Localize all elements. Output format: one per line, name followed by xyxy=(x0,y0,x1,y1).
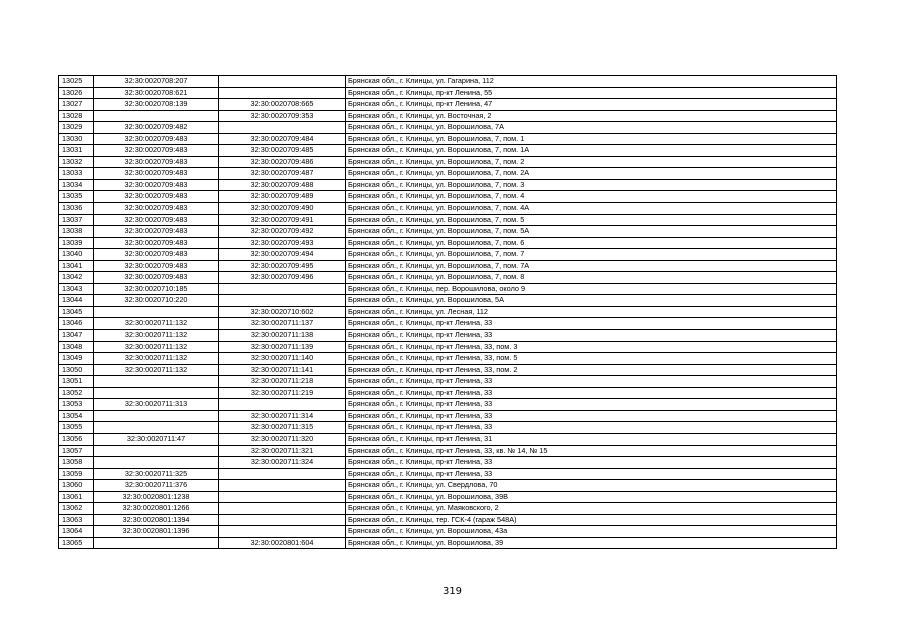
record-number-cell: 13055 xyxy=(59,422,94,434)
object-cadastral-number-cell: 32:30:0020709:353 xyxy=(219,110,346,122)
table-row xyxy=(59,272,837,284)
cadastral-number-cell: 32:30:0020709:483 xyxy=(94,179,219,191)
record-number-cell: 13032 xyxy=(59,156,94,168)
record-number-cell: 13026 xyxy=(59,87,94,99)
record-number-cell: 13038 xyxy=(59,226,94,238)
address-cell: Брянская обл., г. Клинцы, пр-кт Ленина, 33 xyxy=(346,410,837,422)
cadastral-number-cell: 32:30:0020709:483 xyxy=(94,214,219,226)
table-row xyxy=(59,306,837,318)
record-number-cell: 13041 xyxy=(59,260,94,272)
cadastral-number-cell: 32:30:0020709:483 xyxy=(94,249,219,261)
table-row xyxy=(59,145,837,157)
cadastral-number-cell: 32:30:0020801:1396 xyxy=(94,526,219,538)
address-cell: Брянская обл., г. Клинцы, пр-кт Ленина, 55 xyxy=(346,87,837,99)
record-number-cell: 13062 xyxy=(59,503,94,515)
cadastral-number-cell: 32:30:0020708:621 xyxy=(94,87,219,99)
record-number-cell: 13056 xyxy=(59,433,94,445)
cadastral-number-cell: 32:30:0020711:132 xyxy=(94,318,219,330)
record-number-cell: 13047 xyxy=(59,330,94,342)
record-number-cell: 13035 xyxy=(59,191,94,203)
record-number-cell: 13043 xyxy=(59,283,94,295)
cadastral-number-cell xyxy=(94,537,219,549)
record-number-cell: 13045 xyxy=(59,306,94,318)
table-row xyxy=(59,226,837,238)
object-cadastral-number-cell: 32:30:0020801:604 xyxy=(219,537,346,549)
address-cell: Брянская обл., г. Клинцы, ул. Ворошилова, 7, пом. 4А xyxy=(346,203,837,215)
object-cadastral-number-cell xyxy=(219,122,346,134)
record-number-cell: 13039 xyxy=(59,237,94,249)
table-row xyxy=(59,537,837,549)
address-cell: Брянская обл., г. Клинцы, пр-кт Ленина, 33, пом. 3 xyxy=(346,341,837,353)
table-row xyxy=(59,237,837,249)
record-number-cell: 13025 xyxy=(59,76,94,88)
table-row xyxy=(59,410,837,422)
table-row xyxy=(59,526,837,538)
object-cadastral-number-cell: 32:30:0020709:494 xyxy=(219,249,346,261)
record-number-cell: 13053 xyxy=(59,399,94,411)
object-cadastral-number-cell xyxy=(219,87,346,99)
table-row xyxy=(59,99,837,111)
address-cell: Брянская обл., г. Клинцы, ул. Ворошилова, 39 xyxy=(346,537,837,549)
address-cell: Брянская обл., г. Клинцы, ул. Ворошилова, 7А xyxy=(346,122,837,134)
object-cadastral-number-cell: 32:30:0020709:486 xyxy=(219,156,346,168)
object-cadastral-number-cell: 32:30:0020711:140 xyxy=(219,353,346,365)
cadastral-number-cell xyxy=(94,410,219,422)
address-cell: Брянская обл., г. Клинцы, пр-кт Ленина, 33 xyxy=(346,318,837,330)
cadastral-number-cell: 32:30:0020801:1238 xyxy=(94,491,219,503)
registry-table-body xyxy=(59,76,837,549)
record-number-cell: 13050 xyxy=(59,364,94,376)
record-number-cell: 13046 xyxy=(59,318,94,330)
cadastral-number-cell: 32:30:0020709:483 xyxy=(94,133,219,145)
table-row xyxy=(59,468,837,480)
table-row xyxy=(59,503,837,515)
record-number-cell: 13058 xyxy=(59,457,94,469)
cadastral-number-cell: 32:30:0020709:483 xyxy=(94,156,219,168)
object-cadastral-number-cell: 32:30:0020709:496 xyxy=(219,272,346,284)
object-cadastral-number-cell xyxy=(219,399,346,411)
object-cadastral-number-cell: 32:30:0020711:138 xyxy=(219,330,346,342)
cadastral-number-cell: 32:30:0020710:220 xyxy=(94,295,219,307)
cadastral-number-cell xyxy=(94,110,219,122)
cadastral-number-cell: 32:30:0020708:207 xyxy=(94,76,219,88)
address-cell: Брянская обл., г. Клинцы, пр-кт Ленина, 33 xyxy=(346,387,837,399)
record-number-cell: 13034 xyxy=(59,179,94,191)
address-cell: Брянская обл., г. Клинцы, пр-кт Ленина, 33, кв. № 14, № 15 xyxy=(346,445,837,457)
record-number-cell: 13060 xyxy=(59,480,94,492)
cadastral-number-cell: 32:30:0020711:325 xyxy=(94,468,219,480)
record-number-cell: 13036 xyxy=(59,203,94,215)
address-cell: Брянская обл., г. Клинцы, ул. Ворошилова, 7, пом. 5 xyxy=(346,214,837,226)
address-cell: Брянская обл., г. Клинцы, ул. Ворошилова, 7, пом. 2А xyxy=(346,168,837,180)
cadastral-number-cell: 32:30:0020711:313 xyxy=(94,399,219,411)
address-cell: Брянская обл., г. Клинцы, ул. Ворошилова, 7, пом. 8 xyxy=(346,272,837,284)
record-number-cell: 13028 xyxy=(59,110,94,122)
cadastral-number-cell: 32:30:0020801:1394 xyxy=(94,514,219,526)
object-cadastral-number-cell xyxy=(219,514,346,526)
table-row xyxy=(59,457,837,469)
address-cell: Брянская обл., г. Клинцы, ул. Лесная, 112 xyxy=(346,306,837,318)
page-number: 319 xyxy=(442,586,463,597)
cadastral-number-cell: 32:30:0020709:483 xyxy=(94,203,219,215)
cadastral-number-cell xyxy=(94,376,219,388)
object-cadastral-number-cell: 32:30:0020711:219 xyxy=(219,387,346,399)
address-cell: Брянская обл., г. Клинцы, пр-кт Ленина, 31 xyxy=(346,433,837,445)
table-row xyxy=(59,330,837,342)
object-cadastral-number-cell xyxy=(219,526,346,538)
object-cadastral-number-cell: 32:30:0020708:665 xyxy=(219,99,346,111)
object-cadastral-number-cell xyxy=(219,480,346,492)
object-cadastral-number-cell: 32:30:0020711:315 xyxy=(219,422,346,434)
object-cadastral-number-cell xyxy=(219,283,346,295)
cadastral-number-cell: 32:30:0020710:185 xyxy=(94,283,219,295)
address-cell: Брянская обл., г. Клинцы, пр-кт Ленина, 47 xyxy=(346,99,837,111)
table-row xyxy=(59,283,837,295)
address-cell: Брянская обл., г. Клинцы, пер. Ворошилова, около 9 xyxy=(346,283,837,295)
table-row xyxy=(59,514,837,526)
address-cell: Брянская обл., г. Клинцы, ул. Ворошилова, 7, пом. 1 xyxy=(346,133,837,145)
object-cadastral-number-cell: 32:30:0020709:492 xyxy=(219,226,346,238)
record-number-cell: 13033 xyxy=(59,168,94,180)
address-cell: Брянская обл., г. Клинцы, ул. Ворошилова, 7, пом. 7А xyxy=(346,260,837,272)
address-cell: Брянская обл., г. Клинцы, ул. Ворошилова, 7, пом. 1А xyxy=(346,145,837,157)
table-row xyxy=(59,433,837,445)
address-cell: Брянская обл., г. Клинцы, пр-кт Ленина, 33 xyxy=(346,330,837,342)
address-cell: Брянская обл., г. Клинцы, пр-кт Ленина, 33 xyxy=(346,457,837,469)
cadastral-number-cell: 32:30:0020711:47 xyxy=(94,433,219,445)
record-number-cell: 13052 xyxy=(59,387,94,399)
address-cell: Брянская обл., г. Клинцы, ул. Ворошилова, 7, пом. 2 xyxy=(346,156,837,168)
table-row xyxy=(59,295,837,307)
cadastral-number-cell: 32:30:0020709:482 xyxy=(94,122,219,134)
object-cadastral-number-cell: 32:30:0020709:489 xyxy=(219,191,346,203)
table-row xyxy=(59,445,837,457)
object-cadastral-number-cell: 32:30:0020709:487 xyxy=(219,168,346,180)
object-cadastral-number-cell: 32:30:0020711:139 xyxy=(219,341,346,353)
address-cell: Брянская обл., г. Клинцы, ул. Ворошилова, 7, пом. 7 xyxy=(346,249,837,261)
record-number-cell: 13037 xyxy=(59,214,94,226)
address-cell: Брянская обл., г. Клинцы, пр-кт Ленина, 33 xyxy=(346,468,837,480)
table-row xyxy=(59,122,837,134)
record-number-cell: 13054 xyxy=(59,410,94,422)
address-cell: Брянская обл., г. Клинцы, ул. Гагарина, 112 xyxy=(346,76,837,88)
address-cell: Брянская обл., г. Клинцы, ул. Свердлова, 70 xyxy=(346,480,837,492)
cadastral-number-cell: 32:30:0020709:483 xyxy=(94,145,219,157)
object-cadastral-number-cell: 32:30:0020711:324 xyxy=(219,457,346,469)
record-number-cell: 13051 xyxy=(59,376,94,388)
table-row xyxy=(59,76,837,88)
table-row xyxy=(59,387,837,399)
cadastral-number-cell xyxy=(94,387,219,399)
record-number-cell: 13044 xyxy=(59,295,94,307)
table-row xyxy=(59,179,837,191)
cadastral-number-cell: 32:30:0020711:132 xyxy=(94,353,219,365)
record-number-cell: 13030 xyxy=(59,133,94,145)
address-cell: Брянская обл., г. Клинцы, пр-кт Ленина, 33 xyxy=(346,376,837,388)
table-row xyxy=(59,491,837,503)
cadastral-number-cell: 32:30:0020709:483 xyxy=(94,226,219,238)
object-cadastral-number-cell: 32:30:0020711:314 xyxy=(219,410,346,422)
address-cell: Брянская обл., г. Клинцы, ул. Ворошилова, 7, пом. 6 xyxy=(346,237,837,249)
address-cell: Брянская обл., г. Клинцы, ул. Ворошилова, 43а xyxy=(346,526,837,538)
record-number-cell: 13029 xyxy=(59,122,94,134)
address-cell: Брянская обл., г. Клинцы, пр-кт Ленина, 33 xyxy=(346,399,837,411)
table-row xyxy=(59,341,837,353)
table-row xyxy=(59,168,837,180)
cadastral-number-cell xyxy=(94,306,219,318)
object-cadastral-number-cell: 32:30:0020710:602 xyxy=(219,306,346,318)
table-row xyxy=(59,156,837,168)
address-cell: Брянская обл., г. Клинцы, ул. Ворошилова, 5А xyxy=(346,295,837,307)
cadastral-number-cell xyxy=(94,445,219,457)
address-cell: Брянская обл., г. Клинцы, ул. Ворошилова, 39В xyxy=(346,491,837,503)
cadastral-number-cell: 32:30:0020708:139 xyxy=(94,99,219,111)
object-cadastral-number-cell xyxy=(219,295,346,307)
record-number-cell: 13042 xyxy=(59,272,94,284)
table-row xyxy=(59,249,837,261)
address-cell: Брянская обл., г. Клинцы, ул. Ворошилова, 7, пом. 3 xyxy=(346,179,837,191)
table-row xyxy=(59,191,837,203)
cadastral-number-cell: 32:30:0020709:483 xyxy=(94,191,219,203)
record-number-cell: 13031 xyxy=(59,145,94,157)
record-number-cell: 13064 xyxy=(59,526,94,538)
cadastral-number-cell: 32:30:0020709:483 xyxy=(94,168,219,180)
object-cadastral-number-cell: 32:30:0020709:485 xyxy=(219,145,346,157)
table-row xyxy=(59,364,837,376)
address-cell: Брянская обл., г. Клинцы, пр-кт Ленина, 33, пом. 5 xyxy=(346,353,837,365)
table-row xyxy=(59,399,837,411)
object-cadastral-number-cell xyxy=(219,503,346,515)
object-cadastral-number-cell: 32:30:0020709:490 xyxy=(219,203,346,215)
record-number-cell: 13065 xyxy=(59,537,94,549)
address-cell: Брянская обл., г. Клинцы, ул. Ворошилова, 7, пом. 4 xyxy=(346,191,837,203)
object-cadastral-number-cell: 32:30:0020711:137 xyxy=(219,318,346,330)
cadastral-number-cell: 32:30:0020709:483 xyxy=(94,272,219,284)
record-number-cell: 13027 xyxy=(59,99,94,111)
object-cadastral-number-cell: 32:30:0020711:321 xyxy=(219,445,346,457)
cadastral-number-cell: 32:30:0020711:376 xyxy=(94,480,219,492)
table-row xyxy=(59,110,837,122)
table-row xyxy=(59,260,837,272)
cadastral-number-cell: 32:30:0020709:483 xyxy=(94,260,219,272)
cadastral-number-cell: 32:30:0020711:132 xyxy=(94,341,219,353)
address-cell: Брянская обл., г. Клинцы, пр-кт Ленина, 33, пом. 2 xyxy=(346,364,837,376)
object-cadastral-number-cell: 32:30:0020709:493 xyxy=(219,237,346,249)
registry-table xyxy=(58,75,837,549)
table-row xyxy=(59,203,837,215)
address-cell: Брянская обл., г. Клинцы, тер. ГСК-4 (гараж 548А) xyxy=(346,514,837,526)
table-row xyxy=(59,133,837,145)
table-row xyxy=(59,87,837,99)
cadastral-number-cell: 32:30:0020711:132 xyxy=(94,364,219,376)
address-cell: Брянская обл., г. Клинцы, пр-кт Ленина, 33 xyxy=(346,422,837,434)
object-cadastral-number-cell: 32:30:0020711:320 xyxy=(219,433,346,445)
object-cadastral-number-cell xyxy=(219,468,346,480)
address-cell: Брянская обл., г. Клинцы, ул. Ворошилова, 7, пом. 5А xyxy=(346,226,837,238)
record-number-cell: 13059 xyxy=(59,468,94,480)
object-cadastral-number-cell: 32:30:0020709:484 xyxy=(219,133,346,145)
record-number-cell: 13048 xyxy=(59,341,94,353)
object-cadastral-number-cell: 32:30:0020709:495 xyxy=(219,260,346,272)
object-cadastral-number-cell: 32:30:0020709:488 xyxy=(219,179,346,191)
cadastral-number-cell: 32:30:0020711:132 xyxy=(94,330,219,342)
table-row xyxy=(59,422,837,434)
table-row xyxy=(59,353,837,365)
table-row xyxy=(59,214,837,226)
object-cadastral-number-cell: 32:30:0020711:141 xyxy=(219,364,346,376)
address-cell: Брянская обл., г. Клинцы, ул. Восточная, 2 xyxy=(346,110,837,122)
record-number-cell: 13057 xyxy=(59,445,94,457)
record-number-cell: 13049 xyxy=(59,353,94,365)
record-number-cell: 13063 xyxy=(59,514,94,526)
record-number-cell: 13040 xyxy=(59,249,94,261)
table-row xyxy=(59,480,837,492)
record-number-cell: 13061 xyxy=(59,491,94,503)
object-cadastral-number-cell: 32:30:0020709:491 xyxy=(219,214,346,226)
object-cadastral-number-cell xyxy=(219,76,346,88)
cadastral-number-cell xyxy=(94,457,219,469)
address-cell: Брянская обл., г. Клинцы, ул. Маяковского, 2 xyxy=(346,503,837,515)
object-cadastral-number-cell xyxy=(219,491,346,503)
object-cadastral-number-cell: 32:30:0020711:218 xyxy=(219,376,346,388)
cadastral-number-cell: 32:30:0020801:1266 xyxy=(94,503,219,515)
table-row xyxy=(59,318,837,330)
table-row xyxy=(59,376,837,388)
cadastral-number-cell: 32:30:0020709:483 xyxy=(94,237,219,249)
cadastral-number-cell xyxy=(94,422,219,434)
